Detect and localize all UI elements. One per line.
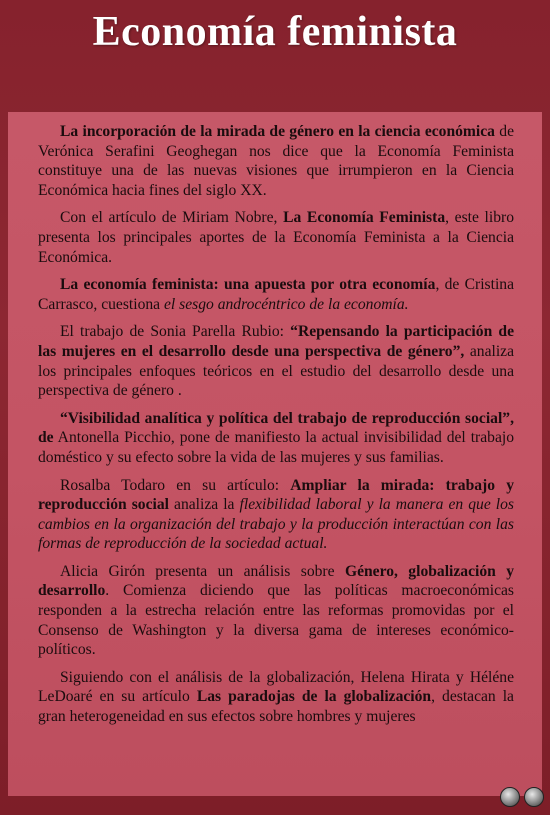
paragraph-3-text: , de Cristina Carrasco, cuestiona: [38, 276, 515, 313]
badge-icon: [500, 787, 520, 807]
paragraph-2-text-b: , este libro presenta los principales aportes de la Economía Feminista a la Ciencia Económica.: [38, 209, 515, 266]
paragraph-1-text: de Verónica Serafini Geoghegan nos dice que la Economía Feminista constituye una de las nuevas visiones que irrumpieron en la Ciencia Económica hacia fines del siglo XX.: [38, 123, 514, 199]
page-title: Economía feminista: [92, 9, 458, 55]
paragraph-2-text-a: Con el artículo de Miriam Nobre,: [60, 209, 284, 227]
paragraph-2-bold: La Economía Feminista: [283, 209, 446, 227]
paragraph-7-text-a: Alicia Girón presenta un análisis sobre: [60, 562, 345, 580]
paragraph-8: [38, 668, 514, 727]
paragraph-7-text-b: . Comienza diciendo que las políticas macroeconómicas responden a la estrecha relación entre las reformas promovidas por el Consenso de Washington y la diversa gama de intereses económico-políticos.: [38, 582, 514, 659]
paragraph-3-bold: La economía feminista: una apuesta por otra economía: [60, 276, 436, 294]
paragraph-6-bold: Ampliar la mirada: trabajo y reproducción social: [38, 476, 514, 514]
paragraph-1: [38, 122, 514, 200]
badge-icon: [524, 787, 544, 807]
paragraph-6-text-b: analiza la: [168, 496, 240, 514]
paragraph-8-bold: Las paradojas de la globalización: [196, 688, 432, 706]
paragraph-6-italic: flexibilidad laboral y la manera en que los cambios en la organización del trabajo y la producción interactúan con las formas de reproducción de la sociedad actual.: [38, 496, 514, 553]
paragraph-4: [38, 322, 514, 400]
paragraph-6-text-a: Rosalba Todaro en su artículo:: [60, 476, 291, 494]
paragraph-4-text-a: El trabajo de Sonia Parella Rubio:: [60, 323, 291, 341]
paragraph-6: [38, 476, 514, 554]
paragraph-3: [38, 275, 514, 314]
paragraph-7: [38, 562, 514, 660]
paragraph-4-bold: “Repensando la participación de las mujeres en el desarrollo desde una perspectiva de género”,: [38, 323, 514, 360]
text-panel: [8, 112, 542, 796]
paragraph-5-bold: “Visibilidad analítica y política del trabajo de reproducción social”, de: [38, 409, 514, 447]
paragraph-8-text-a: Siguiendo con el análisis de la globalización, Helena Hirata y Héléne LeDoaré en su artículo: [38, 668, 514, 706]
paragraph-7-bold: Género, globalización y desarrollo: [38, 562, 515, 600]
paragraph-3-italic: el sesgo androcéntrico de la economía.: [164, 295, 409, 313]
paragraph-2: [38, 208, 514, 267]
paragraph-8-text-b: , destacan la gran heterogeneidad en sus efectos sobre hombres y mujeres: [38, 688, 514, 726]
paragraph-5: [38, 409, 514, 468]
paragraph-1-bold: La incorporación de la mirada de género en la ciencia económica: [60, 123, 495, 140]
corner-badges: [500, 787, 544, 807]
paragraph-5-text: Antonella Picchio, pone de manifiesto la actual invisibilidad del trabajo doméstico y su efecto sobre la vida de las mujeres y sus familias.: [38, 429, 514, 466]
paragraph-4-text-b: analiza los principales enfoques teóricos en el estudio del desarrollo desde una perspectiva de género .: [38, 342, 515, 400]
